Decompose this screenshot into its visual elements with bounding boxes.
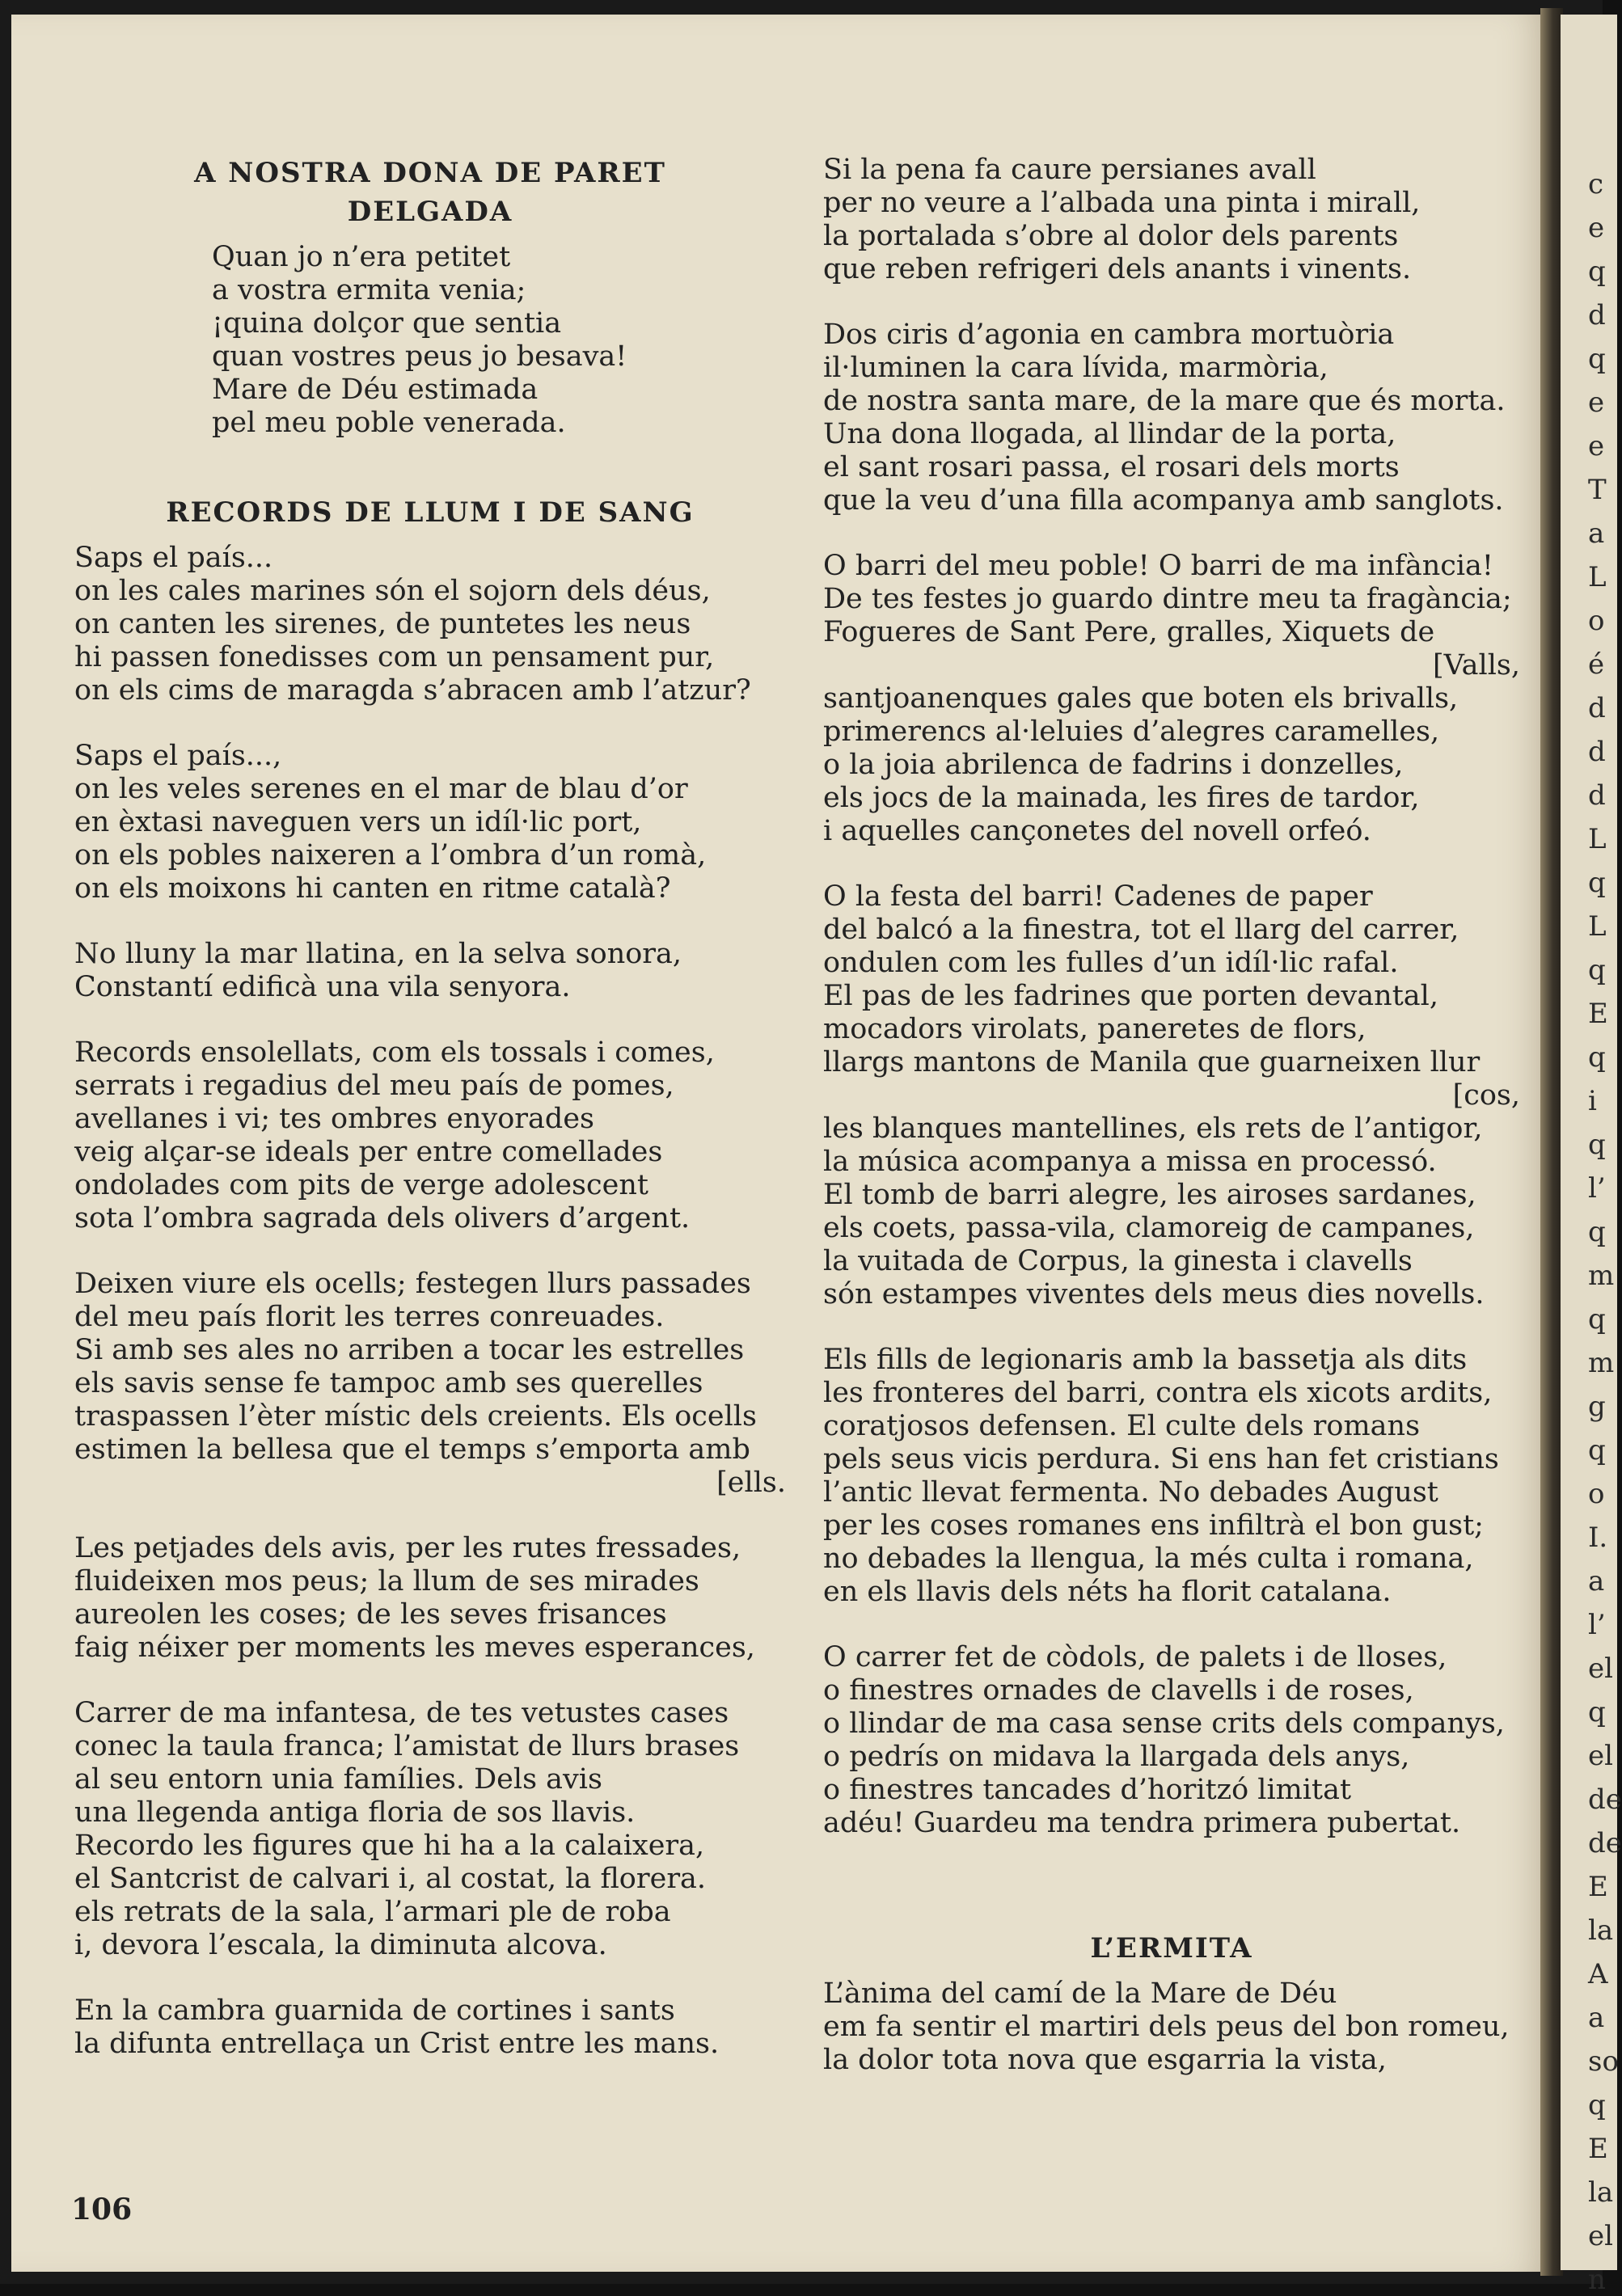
verse-line: El pas de les fadrines que porten devantal, [823, 980, 1438, 1012]
verse-line: [Valls, [1432, 649, 1520, 682]
verse-line: O la festa del barri! Cadenes de paper [823, 880, 1373, 913]
verse-line: fluideixen mos peus; la llum de ses mirades [74, 1565, 699, 1597]
next-page-letter: E [1588, 2133, 1608, 2165]
verse-line: faig néixer per moments les meves esperances, [74, 1631, 755, 1664]
verse-line: els savis sense fe tampoc amb ses querelles [74, 1367, 703, 1399]
verse-line: el Santcrist de calvari i, al costat, la florera. [74, 1863, 707, 1895]
stanza [74, 241, 786, 440]
next-page-letter: L [1588, 823, 1607, 855]
next-page-letter: el [1588, 1740, 1613, 1772]
next-page-letter: el [1588, 1652, 1613, 1685]
verse-line: per les coses romanes ens infiltrà el bon gust; [823, 1509, 1484, 1542]
verse-line: són estampes viventes dels meus dies novells. [823, 1278, 1485, 1310]
verse-line: no debades la llengua, la més culta i romana, [823, 1543, 1474, 1575]
next-page-letter: q [1588, 1216, 1606, 1248]
verse-line: O carrer fet de còdols, de palets i de lloses, [823, 1641, 1447, 1673]
stanza [74, 1036, 786, 1235]
verse-line: del meu país florit les terres conreuades. [74, 1301, 665, 1333]
verse-line: Mare de Déu estimada [212, 374, 539, 406]
next-page-edge [1561, 15, 1622, 2296]
next-page-letter: L [1588, 910, 1607, 943]
verse-line: els jocs de la mainada, les fires de tardor, [823, 782, 1420, 814]
verse-line: pels seus vicis perdura. Si ens han fet cristians [823, 1443, 1499, 1475]
stanza [74, 938, 786, 1004]
verse-line: Fogueres de Sant Pere, gralles, Xiquets de [823, 616, 1435, 648]
verse-line: hi passen fonedisses com un pensament pur, [74, 641, 715, 673]
verse-line: veig alçar-se ideals per entre comellades [74, 1136, 663, 1168]
next-page-letter: e [1588, 386, 1605, 419]
verse-line: la difunta entrellaça un Crist entre les mans. [74, 2028, 720, 2060]
verse-line: o finestres tancades d’horitzó limitat [823, 1774, 1352, 1806]
verse-line: l’antic llevat fermenta. No debades August [823, 1476, 1438, 1509]
verse-line: la vuitada de Corpus, la ginesta i clavells [823, 1245, 1413, 1277]
next-page-letter: so [1588, 2045, 1619, 2078]
verse-line: on els moixons hi canten en ritme català? [74, 872, 671, 905]
verse-line: pel meu poble venerada. [212, 407, 566, 439]
next-page-letter: d [1588, 779, 1606, 812]
next-page-letter: E [1588, 998, 1608, 1030]
next-page-letter: T [1588, 474, 1607, 506]
verse-line: ondolades com pits de verge adolescent [74, 1169, 648, 1201]
spacer [823, 1872, 1520, 1929]
stanza [823, 550, 1520, 848]
verse-line: mocadors virolats, paneretes de flors, [823, 1013, 1366, 1045]
left-column [74, 154, 786, 2093]
verse-line: Els fills de legionaris amb la bassetja als dits [823, 1344, 1468, 1376]
verse-line: Les petjades dels avis, per les rutes fressades, [74, 1532, 741, 1564]
stanza [74, 1532, 786, 1665]
verse-line: Dos ciris d’agonia en cambra mortuòria [823, 319, 1395, 351]
book-gutter [1540, 8, 1563, 2276]
next-page-letter: d [1588, 736, 1606, 768]
next-page-letter: la [1588, 2176, 1614, 2209]
verse-line: Saps el país... [74, 542, 273, 574]
next-page-letter: de [1588, 1827, 1622, 1859]
poem-title-line: A NOSTRA DONA DE PARET [194, 157, 666, 189]
verse-line: primerencs al·leluies d’alegres caramelles, [823, 715, 1440, 748]
next-page-letter: e [1588, 430, 1605, 462]
next-page-letter: q [1588, 2089, 1606, 2121]
next-page-letter: q [1588, 1041, 1606, 1074]
poem-title-line: DELGADA [347, 196, 513, 228]
verse-line: la portalada s’obre al dolor dels parents [823, 220, 1399, 252]
verse-line: El tomb de barri alegre, les airoses sardanes, [823, 1179, 1476, 1211]
stanza [74, 1268, 786, 1500]
stanza [823, 154, 1520, 286]
verse-line: Records ensolellats, com els tossals i comes, [74, 1036, 715, 1069]
verse-line: les fronteres del barri, contra els xicots ardits, [823, 1377, 1493, 1409]
verse-line: i, devora l’escala, la diminuta alcova. [74, 1929, 607, 1961]
verse-line: Constantí edificà una vila senyora. [74, 971, 571, 1003]
verse-line: el sant rosari passa, el rosari dels morts [823, 451, 1400, 483]
verse-line: o llindar de ma casa sense crits dels companys, [823, 1707, 1505, 1740]
verse-line: en èxtasi naveguen vers un idíl·lic port, [74, 806, 642, 838]
verse-line: conec la taula franca; l’amistat de llurs brases [74, 1730, 740, 1762]
verse-line: coratjosos defensen. El culte dels romans [823, 1410, 1421, 1442]
verse-line: traspassen l’èter místic dels creients. Els ocells [74, 1400, 757, 1433]
next-page-letter: q [1588, 343, 1606, 375]
verse-line: i aquelles cançonetes del novell orfeó. [823, 815, 1371, 847]
verse-line: on les veles serenes en el mar de blau d’or [74, 773, 688, 805]
stanza [74, 1697, 786, 1962]
next-page-letter: q [1588, 1303, 1606, 1336]
stanza [823, 1641, 1520, 1840]
verse-line: sota l’ombra sagrada dels olivers d’argent. [74, 1202, 691, 1235]
verse-line: ondulen com les fulles d’un idíl·lic rafal. [823, 947, 1399, 979]
next-page-letter: m [1588, 1347, 1615, 1379]
verse-line: estimen la bellesa que el temps s’emporta amb [74, 1433, 750, 1466]
next-page-letter: q [1588, 1696, 1606, 1728]
verse-line: O barri del meu poble! O barri de ma infància! [823, 550, 1493, 582]
next-page-letter: q [1588, 867, 1606, 899]
verse-line: De tes festes jo guardo dintre meu ta fragància; [823, 583, 1512, 615]
next-page-letter: o [1588, 1478, 1605, 1510]
verse-line: No lluny la mar llatina, en la selva sonora, [74, 938, 682, 970]
verse-line: per no veure a l’albada una pinta i mirall, [823, 187, 1421, 219]
poem-title [74, 154, 786, 231]
next-page-letter: é [1588, 648, 1605, 681]
verse-line: serrats i regadius del meu país de pomes, [74, 1070, 674, 1102]
next-page-letter: d [1588, 692, 1606, 724]
stanza [74, 542, 786, 707]
verse-line: al seu entorn unia famílies. Dels avis [74, 1763, 602, 1796]
next-page-letter: l’ [1588, 1609, 1606, 1641]
verse-line: on els pobles naixeren a l’ombra d’un romà, [74, 839, 707, 872]
right-column [823, 154, 1520, 2109]
next-page-letter: a [1588, 2002, 1605, 2034]
verse-line: de nostra santa mare, de la mare que és morta. [823, 385, 1506, 417]
next-page-letter: e [1588, 212, 1605, 244]
stanza [823, 1344, 1520, 1609]
verse-line: avellanes i vi; tes ombres enyorades [74, 1103, 594, 1135]
verse-line: o la joia abrilenca de fadrins i donzelles, [823, 749, 1404, 781]
verse-line: Si la pena fa caure persianes avall [823, 154, 1316, 186]
verse-line: els coets, passa-vila, clamoreig de campanes, [823, 1212, 1475, 1244]
poem-title: RECORDS DE LLUM I DE SANG [166, 496, 695, 529]
page-number: 106 [71, 2193, 133, 2226]
verse-line: L’ànima del camí de la Mare de Déu [823, 1977, 1337, 2010]
verse-line: il·luminen la cara lívida, marmòria, [823, 352, 1328, 384]
next-page-letter: o [1588, 605, 1605, 637]
stanza [74, 1994, 786, 2061]
verse-line: que reben refrigeri dels anants i vinents. [823, 253, 1412, 285]
verse-line: quan vostres peus jo besava! [212, 340, 627, 373]
verse-line: adéu! Guardeu ma tendra primera pubertat. [823, 1807, 1461, 1839]
verse-line: que la veu d’una filla acompanya amb sanglots. [823, 484, 1504, 517]
next-page-letter: el [1588, 2220, 1613, 2252]
verse-line: em fa sentir el martiri dels peus del bon romeu, [823, 2011, 1510, 2043]
verse-line: en els llavis dels néts ha florit catalana. [823, 1576, 1392, 1608]
next-page-letter: q [1588, 1434, 1606, 1467]
verse-line: on els cims de maragda s’abracen amb l’atzur? [74, 674, 751, 707]
verse-line: [ells. [716, 1467, 786, 1499]
next-page-letter: a [1588, 517, 1605, 550]
stanza [823, 880, 1520, 1311]
next-page-letter: l’ [1588, 1172, 1606, 1205]
next-page-letter: de [1588, 1783, 1622, 1816]
next-page-letter: i [1588, 1085, 1597, 1117]
stanza [823, 1977, 1520, 2077]
spacer [74, 472, 786, 493]
verse-line: on canten les sirenes, de puntetes les neus [74, 608, 691, 640]
verse-line: les blanques mantellines, els rets de l’antigor, [823, 1112, 1483, 1145]
next-page-letter: a [1588, 1565, 1605, 1597]
verse-line: una llegenda antiga floria de sos llavis. [74, 1796, 636, 1829]
verse-line: la música acompanya a missa en processó. [823, 1146, 1437, 1178]
stanza [823, 319, 1520, 517]
next-page-letter: la [1588, 1914, 1614, 1947]
poem-title: L’ERMITA [1090, 1932, 1253, 1965]
next-page-letter: I. [1588, 1522, 1608, 1554]
verse-line: Recordo les figures que hi ha a la calaixera, [74, 1830, 705, 1862]
next-page-letter: g [1588, 1391, 1606, 1423]
next-page-letter: L [1588, 561, 1607, 593]
verse-line: Si amb ses ales no arriben a tocar les estrelles [74, 1334, 745, 1366]
stanza [74, 740, 786, 905]
next-page-letter: d [1588, 299, 1606, 331]
verse-line: aureolen les coses; de les seves frisances [74, 1598, 667, 1631]
verse-line: Saps el país..., [74, 740, 282, 772]
verse-line: Quan jo n’era petitet [212, 241, 511, 273]
verse-line: Carrer de ma infantesa, de tes vetustes cases [74, 1697, 729, 1729]
verse-line: ¡quina dolçor que sentia [212, 307, 562, 340]
next-page-letter: m [1588, 1260, 1615, 1292]
verse-line: En la cambra guarnida de cortines i sants [74, 1994, 675, 2027]
next-page-letter: E [1588, 1871, 1608, 1903]
verse-line: a vostra ermita venia; [212, 274, 526, 306]
verse-line: santjoanenques gales que boten els brivalls, [823, 682, 1459, 715]
verse-line: del balcó a la finestra, tot el llarg del carrer, [823, 914, 1459, 946]
verse-line: on les cales marines són el sojorn dels déus, [74, 575, 711, 607]
verse-line: llargs mantons de Manila que guarneixen llur [823, 1046, 1480, 1078]
next-page-letter: q [1588, 255, 1606, 288]
next-page-letter: q [1588, 954, 1606, 986]
next-page-letter: c [1588, 168, 1604, 200]
next-page-letter: A [1588, 1958, 1608, 1990]
verse-line: Deixen viure els ocells; festegen llurs passades [74, 1268, 751, 1300]
verse-line: Una dona llogada, al llindar de la porta, [823, 418, 1396, 450]
verse-line: els retrats de la sala, l’armari ple de roba [74, 1896, 671, 1928]
verse-line: [cos, [1452, 1079, 1520, 1112]
next-page-letter: q [1588, 1129, 1606, 1161]
verse-line: o finestres ornades de clavells i de roses, [823, 1674, 1414, 1707]
verse-line: o pedrís on midava la llargada dels anys, [823, 1741, 1410, 1773]
verse-line: la dolor tota nova que esgarria la vista, [823, 2044, 1387, 2076]
next-page-letter: n [1588, 2264, 1606, 2296]
